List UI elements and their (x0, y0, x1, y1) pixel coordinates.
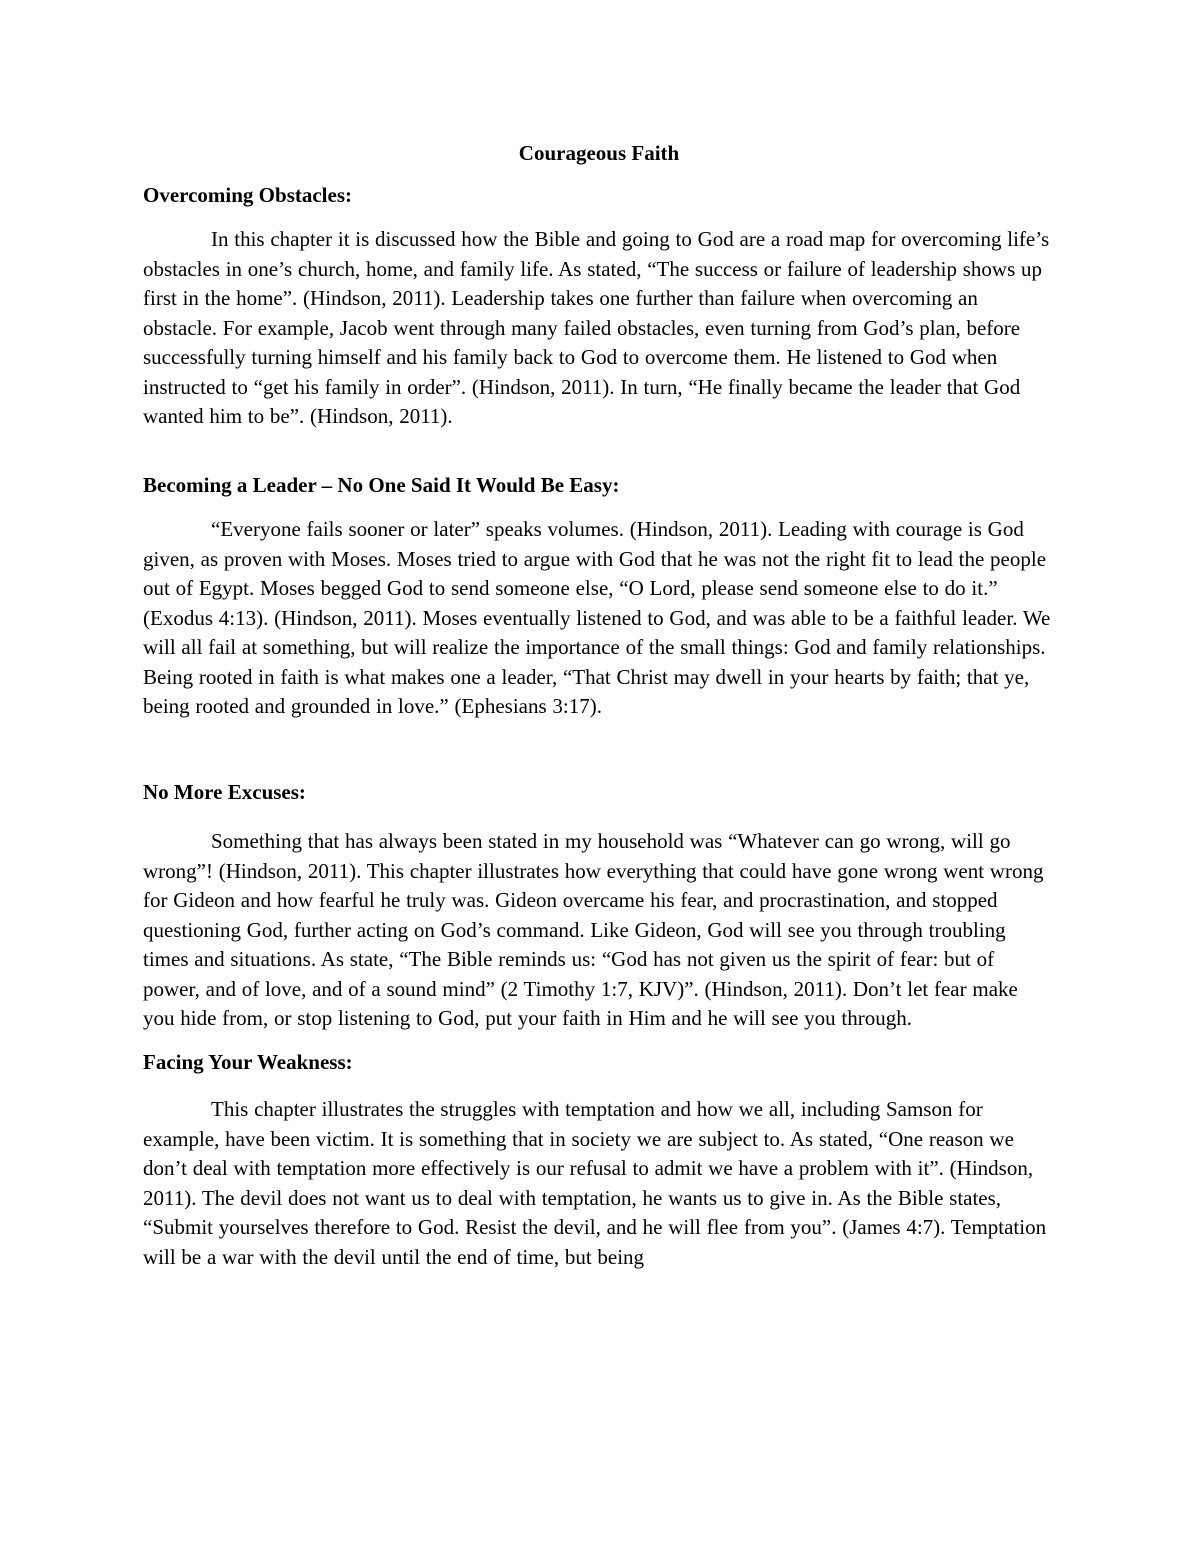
section-heading-overcoming-obstacles: Overcoming Obstacles: (143, 182, 352, 207)
section-overcoming-obstacles (143, 181, 1055, 432)
section-heading-facing-your-weakness: Facing Your Weakness: (143, 1049, 353, 1074)
section-heading-becoming-a-leader: Becoming a Leader – No One Said It Would Be Easy: (143, 472, 620, 497)
section-no-more-excuses (143, 778, 1055, 1034)
section-paragraph-overcoming-obstacles: In this chapter it is discussed how the Bible and going to God are a road map for overcoming life’s obstacles in one’s church, home, and family life. As stated, “The success or failure of leadership shows up first in the home”. (Hindson, 2011). Leadership takes one further than failure when overcoming an obstacle. For example, Jacob went through many failed obstacles, even turning from God’s plan, before successfully turning himself and his family back to God to overcome them. He listened to God when instructed to “get his family in order”. (Hindson, 2011). In turn, “He finally became the leader that God wanted him to be”. (Hindson, 2011). (143, 227, 1050, 428)
section-paragraph-becoming-a-leader: “Everyone fails sooner or later” speaks volumes. (Hindson, 2011). Leading with courage is God given, as proven with Moses. Moses tried to argue with God that he was not the right fit to lead the people out of Egypt. Moses begged God to send someone else, “O Lord, please send someone else to do it.” (Exodus 4:13). (Hindson, 2011). Moses eventually listened to God, and was able to be a faithful leader. We will all fail at something, but will realize the importance of the small things: God and family relationships. Being rooted in faith is what makes one a leader, “That Christ may dwell in your hearts by faith; that ye, being rooted and grounded in love.” (Ephesians 3:17). (143, 517, 1051, 718)
section-facing-your-weakness (143, 1048, 1055, 1273)
section-heading-no-more-excuses: No More Excuses: (143, 779, 306, 804)
section-paragraph-no-more-excuses: Something that has always been stated in my household was “Whatever can go wrong, will go wrong”! (Hindson, 2011). This chapter illustrates how everything that could have gone wrong went wrong for Gideon and how fearful he truly was. Gideon overcame his fear, and procrastination, and stopped questioning God, further acting on God’s command. Like Gideon, God will see you through troubling times and situations. As state, “The Bible reminds us: “God has not given us the spirit of fear: but of power, and of love, and of a sound mind” (2 Timothy 1:7, KJV)”. (Hindson, 2011). Don’t let fear make you hide from, or stop listening to God, put your faith in Him and he will see you through. (143, 829, 1044, 1030)
document-title: Courageous Faith (518, 141, 680, 165)
section-paragraph-facing-your-weakness: This chapter illustrates the struggles with temptation and how we all, including Samson for example, have been victim. It is something that in society we are subject to. As stated, “One reason we don’t deal with temptation more effectively is our refusal to admit we have a problem with it”. (Hindson, 2011). The devil does not want us to deal with temptation, he wants us to give in. As the Bible states, “Submit yourselves therefore to God. Resist the devil, and he will flee from you”. (James 4:7). Temptation will be a war with the devil until the end of time, but being (143, 1097, 1047, 1269)
section-becoming-a-leader (143, 471, 1055, 722)
